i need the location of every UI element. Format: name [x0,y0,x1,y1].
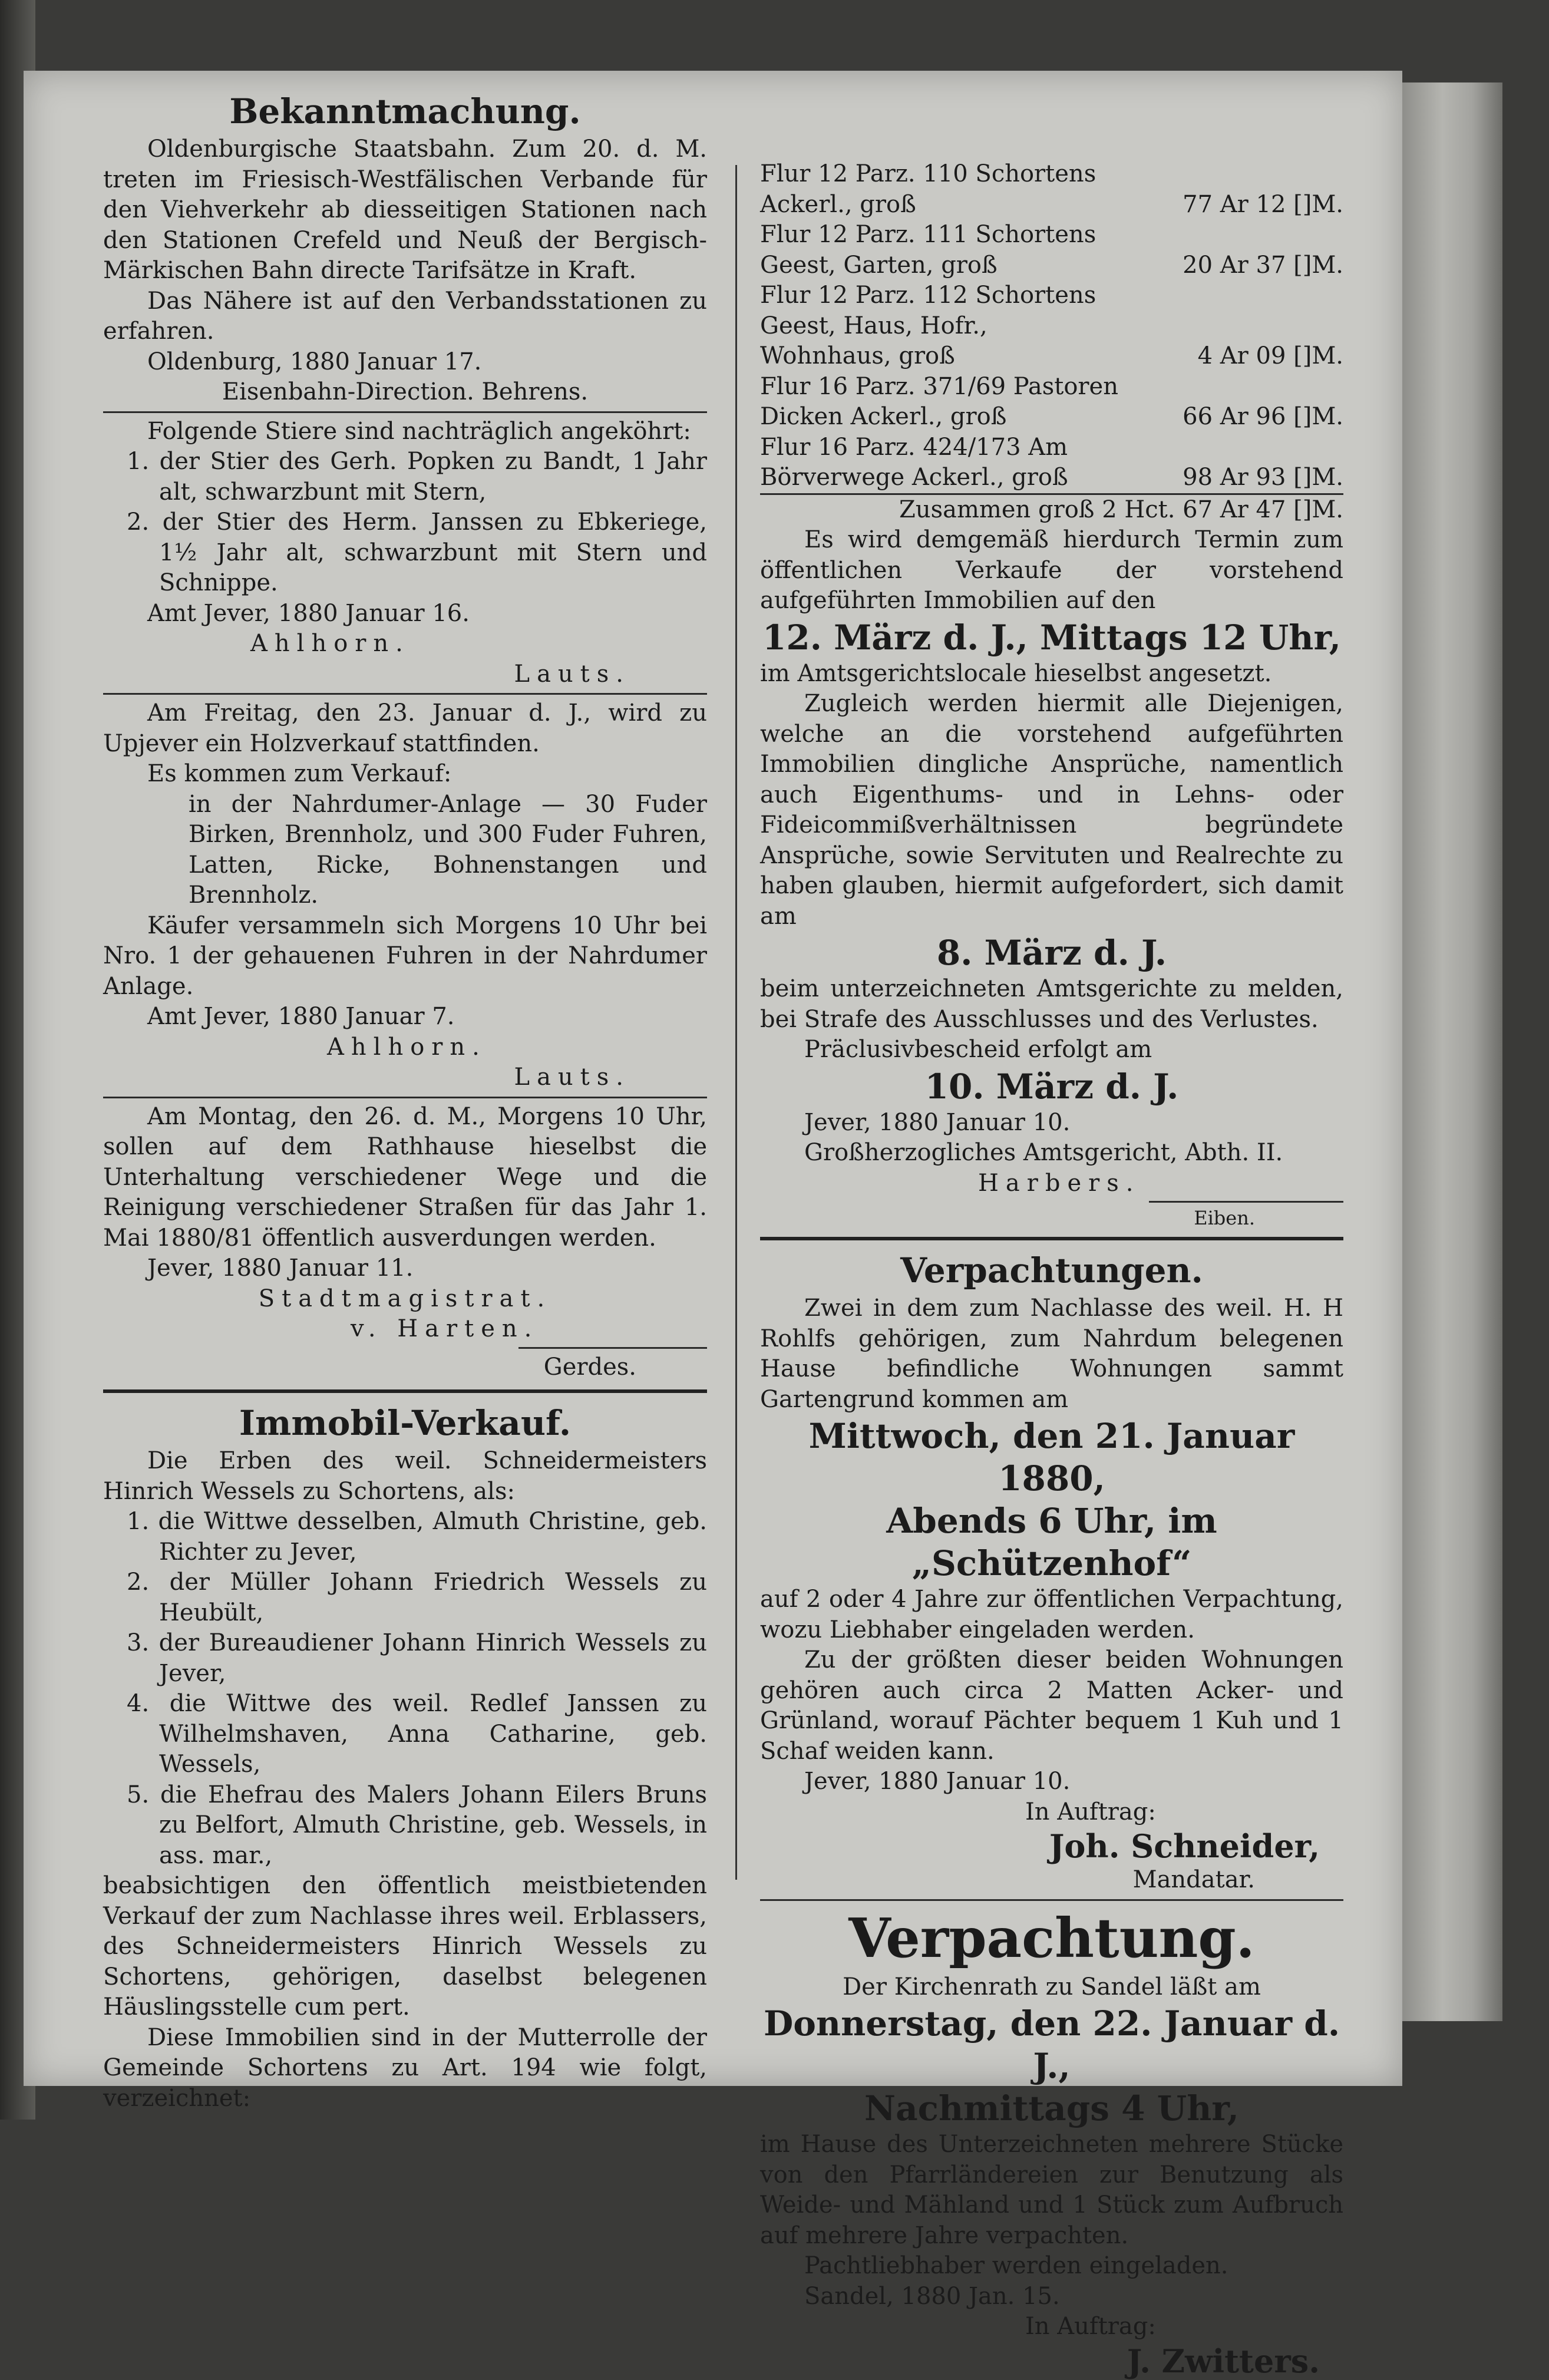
flur-row [760,220,1343,280]
wege-place: Jever, 1880 Januar 11. [147,1255,414,1282]
flur-list [760,159,1343,525]
termin-court: Großherzogliches Amtsgericht, Abth. II. [804,1139,1283,1166]
verpachtung-text-2: im Hause des Unterzeichneten mehrere Stücke von den Pfarrländereien zur Benutzung als Weide- und Mähland und 1 Stück zum Aufbruch auf mehrere Jahre verpachten. [760,2131,1343,2249]
termin-text-2: im Amtsgerichtslocale hieselbst angesetzt. [760,659,1272,687]
termin-text-4: beim unterzeichneten Amtsgerichte zu melden, bei Strafe des Ausschlusses und des Verlustes. [760,975,1343,1033]
wege-signature-2: v. Harten. [351,1315,539,1342]
divider [518,1347,707,1349]
verpachtung-place: Sandel, 1880 Jan. 15. [804,2282,1060,2310]
wege-text: Am Montag, den 26. d. M., Morgens 10 Uhr, sollen auf dem Rathhause hieselbst die Unterhaltung verschiedener Wege und die Reinigung verschiedener Straßen für das Jahr 1. Mai 1880/81 öffentlich ausverdungen werden. [103,1102,707,1252]
verpachtung-text-3: Pachtliebhaber werden eingeladen. [804,2252,1228,2279]
verpachtungen-text-3: Zu der größten dieser beiden Wohnungen gehören auch circa 2 Matten Acker- und Grünland, worauf Pächter bequem 1 Kuh und 1 Schaf weiden kann. [760,1646,1343,1765]
flur-value: 98 Ar 93 []M. [1183,464,1343,491]
termin-date-2: 8. März d. J. [936,933,1167,973]
list-item: 4. die Wittwe des weil. Redlef Janssen zu Wilhelmshaven, Anna Catharine, geb. Wessels, [127,1690,707,1778]
divider [103,693,707,695]
flur-desc: Flur 16 Parz. 371/69 Pastoren Dicken Ackerl., groß [760,372,1118,430]
divider [1149,1201,1343,1203]
column-separator [735,165,737,1880]
bekanntmachung-place: Oldenburg, 1880 Januar 17. [147,348,482,375]
list-item: 1. der Stier des Gerh. Popken zu Bandt, 1 Jahr alt, schwarzbunt mit Stern, [127,448,707,506]
immobil-text: beabsichtigen den öffentlich meistbietenden Verkauf der zum Nachlasse ihres weil. Erblassers, des Schneidermeisters Hinrich Wessels zu Schortens, gehörigen, daselbst belegenen Häuslingsstelle cum pert. [103,1872,707,2021]
verpachtung-title: Verpachtung. [848,1906,1255,1970]
divider [760,1237,1343,1240]
verpachtungen-title: Verpachtungen. [900,1250,1203,1290]
termin-signature: Harbers. [978,1169,1141,1197]
flur-row [760,433,1343,495]
holzverkauf-text: Am Freitag, den 23. Januar d. J., wird zu Upjever ein Holzverkauf stattfinden. [103,699,707,757]
bekanntmachung-signature: Eisenbahn-Direction. Behrens. [222,378,589,405]
divider [760,1899,1343,1901]
termin-text-3: Zugleich werden hiermit alle Diejenigen, welche an die vorstehend aufgeführten Immobilien dingliche Ansprüche, namentlich auch Eigenthums- und in Lehns- oder Fideicommißverhältnissen begründete Ansprüche, sowie Servituten und Realrechte zu haben glauben, hiermit aufgefordert, sich damit am [760,690,1343,930]
bekanntmachung-text: Oldenburgische Staatsbahn. Zum 20. d. M. treten im Friesisch-Westfälischen Verbande für den Viehverkehr ab diesseitigen Stationen nach den Stationen Crefeld und Neuß der Bergisch-Märkischen Bahn directe Tarifsätze in Kraft. [103,136,707,284]
flur-desc: Flur 16 Parz. 424/173 Am Börverwege Ackerl., groß [760,433,1068,491]
verpachtungen-text-2: auf 2 oder 4 Jahre zur öffentlichen Verpachtung, wozu Liebhaber eingeladen werden. [760,1586,1343,1643]
bekanntmachung-text-2: Das Nähere ist auf den Verbandsstationen zu erfahren. [103,287,707,345]
verpachtungen-date: Mittwoch, den 21. Januar 1880, [808,1416,1295,1498]
termin-place: Jever, 1880 Januar 10. [804,1108,1071,1136]
holzverkauf-text-3: in der Nahrdumer-Anlage — 30 Fuder Birken, Brennholz, und 300 Fuder Fuhren, Latten, Ricke, Bohnenstangen und Brennholz. [189,790,707,909]
verpachtungen-time: Abends 6 Uhr, im „Schützenhof“ [886,1501,1217,1583]
verpachtung-auftrag: In Auftrag: [1025,2313,1156,2340]
verpachtungen-text: Zwei in dem zum Nachlasse des weil. H. H Rohlfs gehörigen, zum Nahrdum belegenen Hause befindliche Wohnungen sammt Gartengrund kommen am [760,1295,1343,1413]
verpachtungen-place: Jever, 1880 Januar 10. [804,1768,1071,1795]
holzverkauf-signature-2: Lauts. [514,1064,630,1091]
immobil-intro: Die Erben des weil. Schneidermeisters Hinrich Wessels zu Schortens, als: [103,1447,707,1505]
holzverkauf-signature: Ahlhorn. [327,1033,487,1061]
divider [103,411,707,413]
bekanntmachung-title: Bekanntmachung. [229,91,581,131]
verpachtung-date: Donnerstag, den 22. Januar d. J., [763,2003,1340,2086]
stiere-signature: Ahlhorn. [250,630,410,657]
flur-total: Zusammen groß 2 Hct. 67 Ar 47 []M. [899,496,1343,523]
list-item: 1. die Wittwe desselben, Almuth Christine, geb. Richter zu Jever, [127,1508,707,1566]
stiere-place: Amt Jever, 1880 Januar 16. [147,599,470,627]
termin-text-5: Präclusivbescheid erfolgt am [804,1036,1152,1063]
wege-signature-3: Gerdes. [543,1353,636,1381]
holzverkauf-text-2: Es kommen zum Verkauf: [147,760,452,787]
verpachtungen-auftrag: In Auftrag: [1025,1798,1156,1826]
page-edge [1402,82,1502,2021]
verpachtung-signer: J. Zwitters. [1127,2342,1320,2380]
list-item: 2. der Müller Johann Friedrich Wessels zu Heubült, [127,1569,707,1626]
flur-desc: Flur 12 Parz. 110 Schortens Ackerl., groß [760,160,1096,218]
verpachtung-text: Der Kirchenrath zu Sandel läßt am [843,1973,1261,2001]
flur-row [760,280,1343,372]
immobil-text-2: Diese Immobilien sind in der Mutterrolle der Gemeinde Schortens zu Art. 194 wie folgt, verzeichnet: [103,2024,707,2112]
stiere-intro: Folgende Stiere sind nachträglich angeköhrt: [147,417,691,445]
right-column [760,159,1343,2380]
wege-signature: Stadtmagistrat. [258,1285,552,1312]
termin-signature-2: Eiben. [1194,1207,1255,1229]
immobil-title: Immobil-Verkauf. [239,1403,572,1443]
list-item: 3. der Bureaudiener Johann Hinrich Wessels zu Jever, [127,1629,707,1687]
flur-desc: Flur 12 Parz. 111 Schortens Geest, Garten, groß [760,221,1096,279]
termin-date: 12. März d. J., Mittags 12 Uhr, [762,617,1341,658]
list-item: 2. der Stier des Herm. Janssen zu Ebkeriege, 1½ Jahr alt, schwarzbunt mit Stern und Schnippe. [127,509,707,596]
termin-date-3: 10. März d. J. [924,1066,1179,1107]
termin-text: Es wird demgemäß hierdurch Termin zum öffentlichen Verkaufe der vorstehend aufgeführten Immobilien auf den [760,526,1343,614]
flur-value: 4 Ar 09 []M. [1197,342,1343,369]
flur-row [760,372,1343,433]
flur-desc: Flur 12 Parz. 112 Schortens Geest, Haus, Hofr., Wohnhaus, groß [760,282,1096,369]
flur-row [760,159,1343,220]
holzverkauf-place: Amt Jever, 1880 Januar 7. [147,1003,455,1030]
flur-value: 77 Ar 12 []M. [1183,190,1343,218]
verpachtung-time: Nachmittags 4 Uhr, [864,2088,1239,2128]
list-item: 5. die Ehefrau des Malers Johann Eilers Bruns zu Belfort, Almuth Christine, geb. Wessels, in ass. mar., [127,1781,707,1869]
stiere-signature-2: Lauts. [514,660,630,688]
flur-value: 20 Ar 37 []M. [1183,251,1343,279]
verpachtungen-role: Mandatar. [1132,1866,1255,1893]
divider [103,1389,707,1393]
divider [103,1097,707,1098]
verpachtungen-signer: Joh. Schneider, [1049,1827,1320,1865]
left-column [103,88,707,2114]
flur-value: 66 Ar 96 []M. [1183,403,1343,430]
holzverkauf-text-4: Käufer versammeln sich Morgens 10 Uhr bei Nro. 1 der gehauenen Fuhren in der Nahrdumer Anlage. [103,912,707,1000]
